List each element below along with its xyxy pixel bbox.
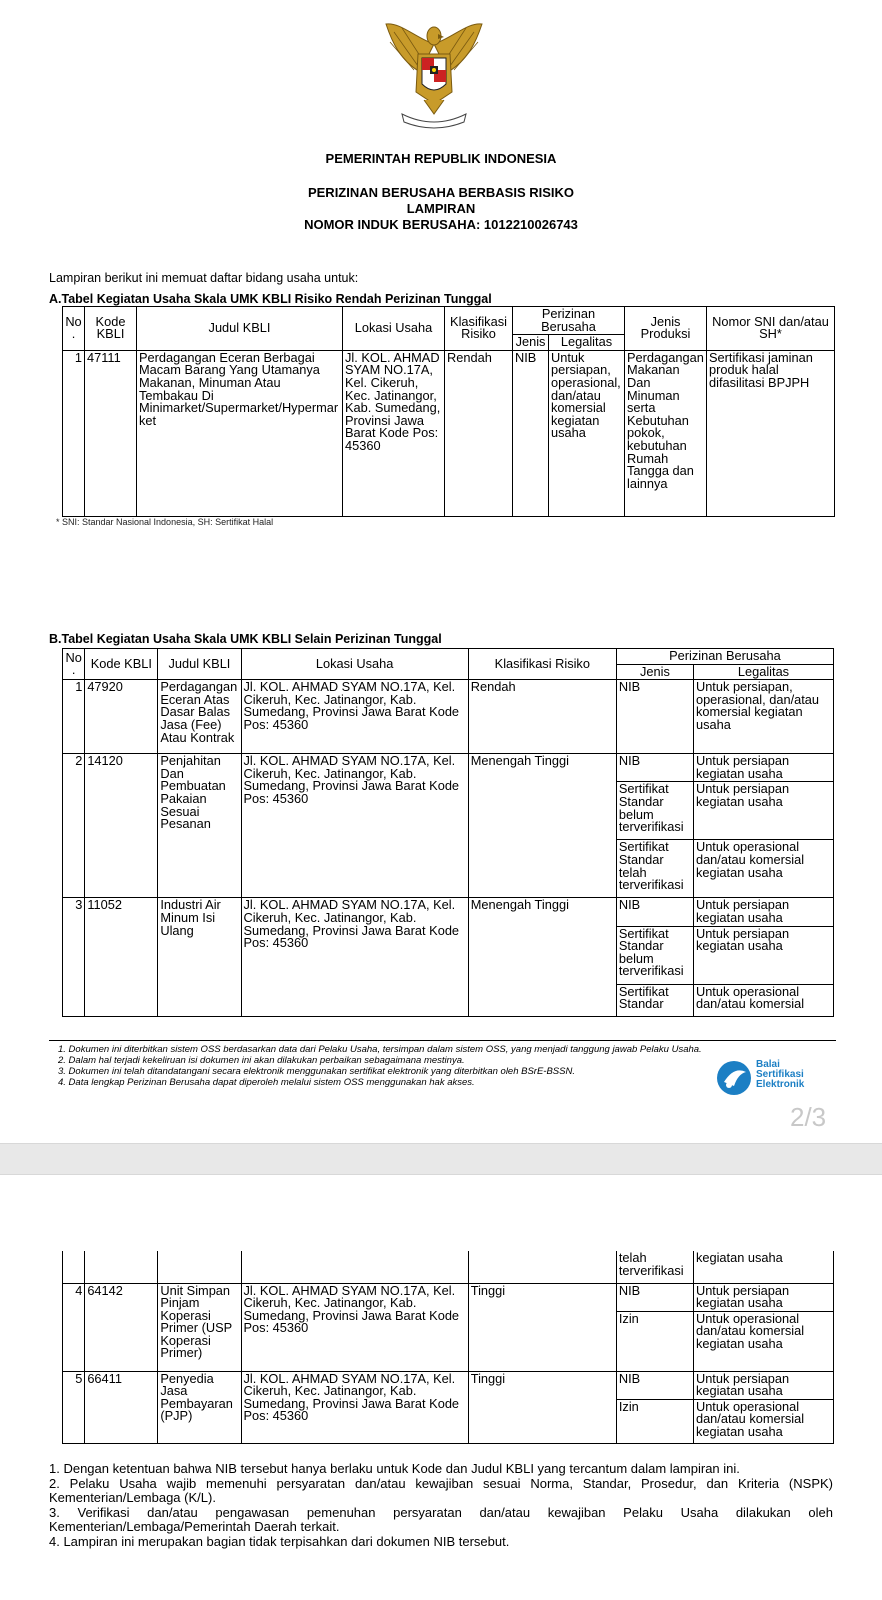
table-row	[63, 350, 835, 516]
col-legalitas: Legalitas	[549, 335, 625, 351]
document-title: PERIZINAN BERUSAHA BERBASIS RISIKO	[307, 185, 575, 200]
bsre-text: Balai	[756, 1059, 780, 1070]
cell-kode: 11052	[85, 898, 158, 1016]
cell-legalitas: Untuk operasional dan/atau komersial kegiatan usaha	[693, 840, 833, 898]
table-row	[63, 898, 834, 926]
table-row	[63, 680, 834, 754]
cell-judul: Unit Simpan Pinjam Koperasi Primer (USP Koperasi Primer)	[158, 1283, 241, 1371]
col-kode: Kode KBLI	[85, 649, 158, 680]
garuda-emblem	[380, 14, 488, 130]
cell-no: 1	[63, 350, 85, 516]
cell-kode: 14120	[85, 754, 158, 898]
cell-klasifikasi: Rendah	[468, 680, 616, 754]
cell-lokasi: Jl. KOL. AHMAD SYAM NO.17A, Kel. Cikeruh, Kec. Jatinangor, Kab. Sumedang, Provinsi Jawa Barat Kode Pos: 45360	[343, 350, 445, 516]
cell-jenis: Sertifikat Standar belum terverifikasi	[616, 926, 693, 984]
col-sni: Nomor SNI dan/atau SH*	[707, 307, 835, 351]
cell-jenis: NIB	[513, 350, 549, 516]
cell-klasifikasi: Tinggi	[468, 1371, 616, 1443]
cell-klasifikasi: Menengah Tinggi	[468, 898, 616, 1016]
table-b	[62, 648, 834, 1017]
cell-legalitas: Untuk persiapan kegiatan usaha	[693, 1283, 833, 1311]
cell-jenis: NIB	[616, 680, 693, 754]
cell-no: 2	[63, 754, 85, 898]
table-row	[63, 1371, 834, 1399]
cell-kode: 47920	[85, 680, 158, 754]
bsre-text: Elektronik	[756, 1079, 805, 1090]
col-no: No.	[63, 649, 85, 680]
cell-judul: Penyedia Jasa Pembayaran (PJP)	[158, 1371, 241, 1443]
cell-jenis: NIB	[616, 1283, 693, 1311]
cell-klasifikasi: Rendah	[445, 350, 513, 516]
page-separator	[0, 1143, 882, 1175]
col-klasifikasi: Klasifikasi Risiko	[468, 649, 616, 680]
footer-note: 4. Data lengkap Perizinan Berusaha dapat diperoleh melalui sistem OSS menggunakan hak akses.	[58, 1077, 475, 1088]
cell-legalitas: Untuk operasional dan/atau komersial kegiatan usaha	[693, 1399, 833, 1443]
col-judul: Judul KBLI	[158, 649, 241, 680]
cell-sni: Sertifikasi jaminan produk halal difasilitasi BPJPH	[707, 350, 835, 516]
cell-lokasi: Jl. KOL. AHMAD SYAM NO.17A, Kel. Cikeruh, Kec. Jatinangor, Kab. Sumedang, Provinsi Jawa Barat Kode Pos: 45360	[241, 754, 468, 898]
cell-legalitas: Untuk persiapan kegiatan usaha	[693, 898, 833, 926]
cell-jenis: Izin	[616, 1399, 693, 1443]
cell-legalitas: Untuk persiapan kegiatan usaha	[693, 926, 833, 984]
cell-judul: Perdagangan Eceran Berbagai Macam Barang Yang Utamanya Makanan, Minuman Atau Tembakau Di Minimarket/Supermarket/Hypermarket	[137, 350, 343, 516]
government-title: PEMERINTAH REPUBLIK INDONESIA	[325, 151, 557, 166]
col-legalitas: Legalitas	[693, 664, 833, 680]
page-number: 2/3	[790, 1102, 827, 1132]
cell-jenis: telah terverifikasi	[616, 1251, 693, 1283]
col-kode: Kode KBLI	[85, 307, 137, 351]
bsre-icon	[716, 1060, 752, 1096]
cell-legalitas: Untuk persiapan, operasional, dan/atau komersial kegiatan usaha	[693, 680, 833, 754]
cell-judul: Penjahitan Dan Pembuatan Pakaian Sesuai Pesanan	[158, 754, 241, 898]
cell-jenis: Sertifikat Standar	[616, 984, 693, 1016]
cell-jenis: NIB	[616, 898, 693, 926]
cell-klasifikasi: Tinggi	[468, 1283, 616, 1371]
cell-legalitas: kegiatan usaha	[693, 1251, 833, 1283]
cell-judul: Industri Air Minum Isi Ulang	[158, 898, 241, 1016]
cell-legalitas: Untuk operasional dan/atau komersial kegiatan usaha	[693, 1311, 833, 1371]
final-note: 3. Verifikasi dan/atau pengawasan pemenuhan persyaratan dan/atau kewajiban Pelaku Usaha dilakukan oleh Kementerian/Lembaga/Pemerintah Daerah terkait.	[49, 1504, 833, 1534]
final-note: 2. Pelaku Usaha wajib memenuhi persyaratan dan/atau kewajiban sesuai Norma, Standar, Prosedur, dan Kriteria (NSPK) Kementerian/Lembaga (K/L).	[49, 1475, 833, 1505]
page-footer-notes	[58, 1044, 708, 1088]
cell-produksi: Perdagangan Makanan Dan Minuman serta Kebutuhan pokok, kebutuhan Rumah Tangga dan lainnya	[625, 350, 707, 516]
col-lokasi: Lokasi Usaha	[343, 307, 445, 351]
cell-kode: 64142	[85, 1283, 158, 1371]
page-footer-line	[49, 1040, 836, 1041]
cell-klasifikasi: Menengah Tinggi	[468, 754, 616, 898]
cell-no: 1	[63, 680, 85, 754]
col-lokasi: Lokasi Usaha	[241, 649, 468, 680]
cell-lokasi: Jl. KOL. AHMAD SYAM NO.17A, Kel. Cikeruh, Kec. Jatinangor, Kab. Sumedang, Provinsi Jawa Barat Kode Pos: 45360	[241, 898, 468, 1016]
nib-number: NOMOR INDUK BERUSAHA: 1012210026743	[304, 217, 578, 232]
cell-no: 3	[63, 898, 85, 1016]
table-row	[63, 1251, 834, 1283]
cell-legalitas: Untuk operasional dan/atau komersial	[693, 984, 833, 1016]
cell-kode: 66411	[85, 1371, 158, 1443]
cell-jenis: NIB	[616, 754, 693, 782]
cell-lokasi: Jl. KOL. AHMAD SYAM NO.17A, Kel. Cikeruh, Kec. Jatinangor, Kab. Sumedang, Provinsi Jawa Barat Kode Pos: 45360	[241, 1283, 468, 1371]
col-perizinan: Perizinan Berusaha	[616, 649, 833, 665]
final-notes	[49, 1462, 833, 1549]
table-b-continued	[62, 1251, 834, 1444]
intro-text: Lampiran berikut ini memuat daftar bidang usaha untuk:	[49, 271, 359, 285]
cell-legalitas: Untuk persiapan kegiatan usaha	[693, 754, 833, 782]
col-judul: Judul KBLI	[137, 307, 343, 351]
final-note: 4. Lampiran ini merupakan bagian tidak terpisahkan dari dokumen NIB tersebut.	[49, 1533, 510, 1549]
cell-legalitas: Untuk persiapan kegiatan usaha	[693, 1371, 833, 1399]
table-row	[63, 1283, 834, 1311]
document-subtitle: LAMPIRAN	[406, 201, 476, 216]
cell-no: 5	[63, 1371, 85, 1443]
cell-jenis: Izin	[616, 1311, 693, 1371]
footer-note: 2. Dalam hal terjadi kekeliruan isi dokumen ini akan dilakukan perbaikan sebagaimana mestinya.	[58, 1055, 465, 1066]
bsre-text: Sertifikasi	[756, 1069, 804, 1080]
cell-jenis: Sertifikat Standar belum terverifikasi	[616, 782, 693, 840]
col-perizinan: Perizinan Berusaha	[513, 307, 625, 335]
footer-note: 1. Dokumen ini diterbitkan sistem OSS berdasarkan data dari Pelaku Usaha, tersimpan dalam sistem OSS, yang menjadi tanggung jawab Pelaku Usaha.	[58, 1044, 702, 1055]
table-a-title: A.Tabel Kegiatan Usaha Skala UMK KBLI Risiko Rendah Perizinan Tunggal	[49, 292, 492, 306]
bsre-logo	[716, 1058, 836, 1098]
cell-no: 4	[63, 1283, 85, 1371]
cell-jenis: Sertifikat Standar telah terverifikasi	[616, 840, 693, 898]
cell-jenis: NIB	[616, 1371, 693, 1399]
final-note: 1. Dengan ketentuan bahwa NIB tersebut hanya berlaku untuk Kode dan Judul KBLI yang tercantum dalam lampiran ini.	[49, 1461, 740, 1476]
table-a	[62, 306, 835, 517]
table-row	[63, 754, 834, 782]
footer-note: 3. Dokumen ini telah ditandatangani secara elektronik menggunakan sertifikat elektronik yang diterbitkan oleh BSrE-BSSN.	[58, 1066, 575, 1077]
cell-kode: 47111	[85, 350, 137, 516]
table-a-footnote: * SNI: Standar Nasional Indonesia, SH: Sertifikat Halal	[56, 517, 274, 527]
col-produksi: Jenis Produksi	[625, 307, 707, 351]
cell-lokasi: Jl. KOL. AHMAD SYAM NO.17A, Kel. Cikeruh, Kec. Jatinangor, Kab. Sumedang, Provinsi Jawa Barat Kode Pos: 45360	[241, 680, 468, 754]
cell-judul: Perdagangan Eceran Atas Dasar Balas Jasa (Fee) Atau Kontrak	[158, 680, 241, 754]
cell-legalitas: Untuk persiapan kegiatan usaha	[693, 782, 833, 840]
col-jenis: Jenis	[513, 335, 549, 351]
cell-legalitas: Untuk persiapan, operasional, dan/atau komersial kegiatan usaha	[549, 350, 625, 516]
col-klasifikasi: Klasifikasi Risiko	[445, 307, 513, 351]
cell-lokasi: Jl. KOL. AHMAD SYAM NO.17A, Kel. Cikeruh, Kec. Jatinangor, Kab. Sumedang, Provinsi Jawa Barat Kode Pos: 45360	[241, 1371, 468, 1443]
table-b-title: B.Tabel Kegiatan Usaha Skala UMK KBLI Selain Perizinan Tunggal	[49, 632, 442, 646]
col-jenis: Jenis	[616, 664, 693, 680]
col-no: No.	[63, 307, 85, 351]
